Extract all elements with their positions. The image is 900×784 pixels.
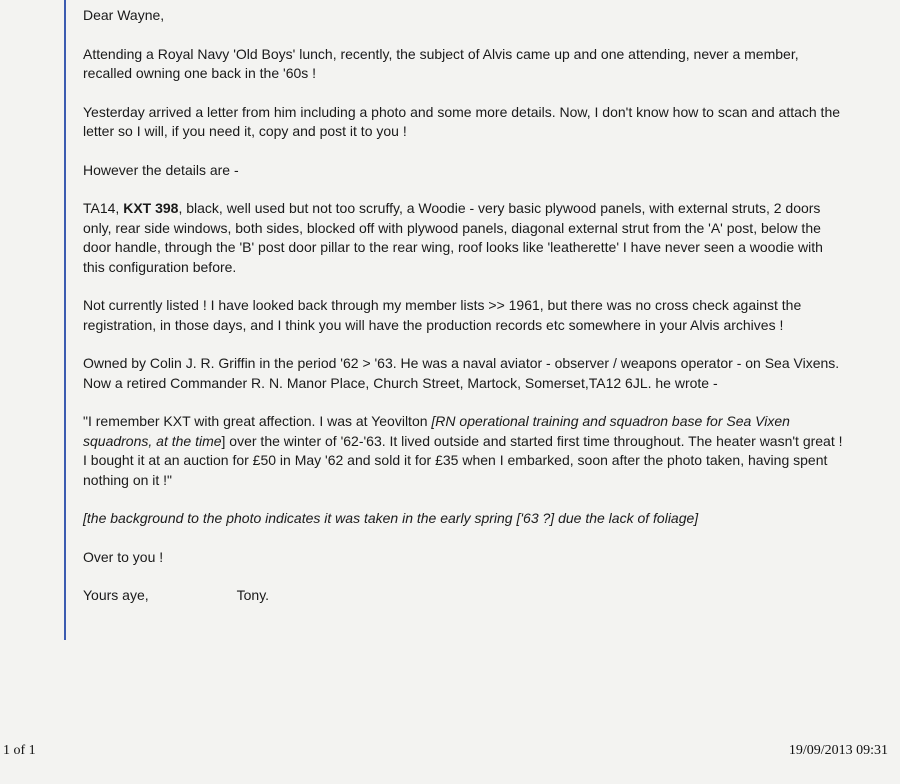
quote-part-a: "I remember KXT with great affection. I was at Yeovilton bbox=[83, 413, 432, 429]
note-italic: [the background to the photo indicates it was taken in the early spring ['63 ?] due the lack of foliage] bbox=[83, 510, 699, 526]
details-rest: , black, well used but not too scruffy, a Woodie - very basic plywood panels, with external struts, 2 doors only, rear side windows, both sides, blocked off with plywood panels, diagonal external strut from the 'A' post, below the door handle, through the 'B' post door pillar to the rear wing, roof looks like 'leatherette' I have never seen a woodie with this configuration before. bbox=[83, 200, 823, 275]
closing: Yours aye, bbox=[83, 587, 149, 603]
signature: Tony. bbox=[236, 587, 270, 603]
quote-part-c: ] over the winter of '62-'63. It lived outside and started first time throughout. The heater wasn't great ! I bought it at an auction for £50 in May '62 and sold it for £35 when I embarked, soon after the photo taken, having spent nothing on it !" bbox=[83, 432, 843, 488]
margin-rule bbox=[64, 0, 66, 640]
paragraph-not-listed: Not currently listed ! I have looked back through my member lists >> 1961, but there was no cross check against the registration, in those days, and I think you will have the production records etc somewhere in your Alvis archives ! bbox=[83, 297, 802, 333]
details-lead: TA14, bbox=[83, 200, 124, 216]
page-number: 1 of 1 bbox=[3, 743, 36, 758]
paragraph-owner: Owned by Colin J. R. Griffin in the period '62 > '63. He was a naval aviator - observer / weapons operator - on Sea Vixens. Now a retired Commander R. N. Manor Place, Church Street, Martock, Somerset,TA12 6JL. he wrote - bbox=[83, 355, 840, 391]
quote-italic-aside: [RN operational training and squadron base for Sea Vixen squadrons, at the time bbox=[83, 413, 790, 449]
paragraph-over: Over to you ! bbox=[83, 548, 164, 565]
paragraph-details-heading: However the details are - bbox=[83, 161, 239, 178]
letter-body bbox=[83, 6, 843, 606]
print-timestamp: 19/09/2013 09:31 bbox=[788, 743, 888, 758]
signoff bbox=[83, 586, 843, 606]
paragraph-intro: Attending a Royal Navy 'Old Boys' lunch, recently, the subject of Alvis came up and one attending, never a member, recalled owning one back in the '60s ! bbox=[83, 45, 799, 81]
paragraph-car-details bbox=[83, 199, 843, 277]
paragraph-note bbox=[83, 509, 843, 529]
paragraph-letter-arrived: Yesterday arrived a letter from him including a photo and some more details. Now, I don't know how to scan and attach the letter so I will, if you need it, copy and post it to you ! bbox=[83, 103, 841, 139]
registration: KXT 398 bbox=[123, 200, 179, 216]
paragraph-quote bbox=[83, 412, 843, 490]
salutation: Dear Wayne, bbox=[83, 7, 165, 23]
